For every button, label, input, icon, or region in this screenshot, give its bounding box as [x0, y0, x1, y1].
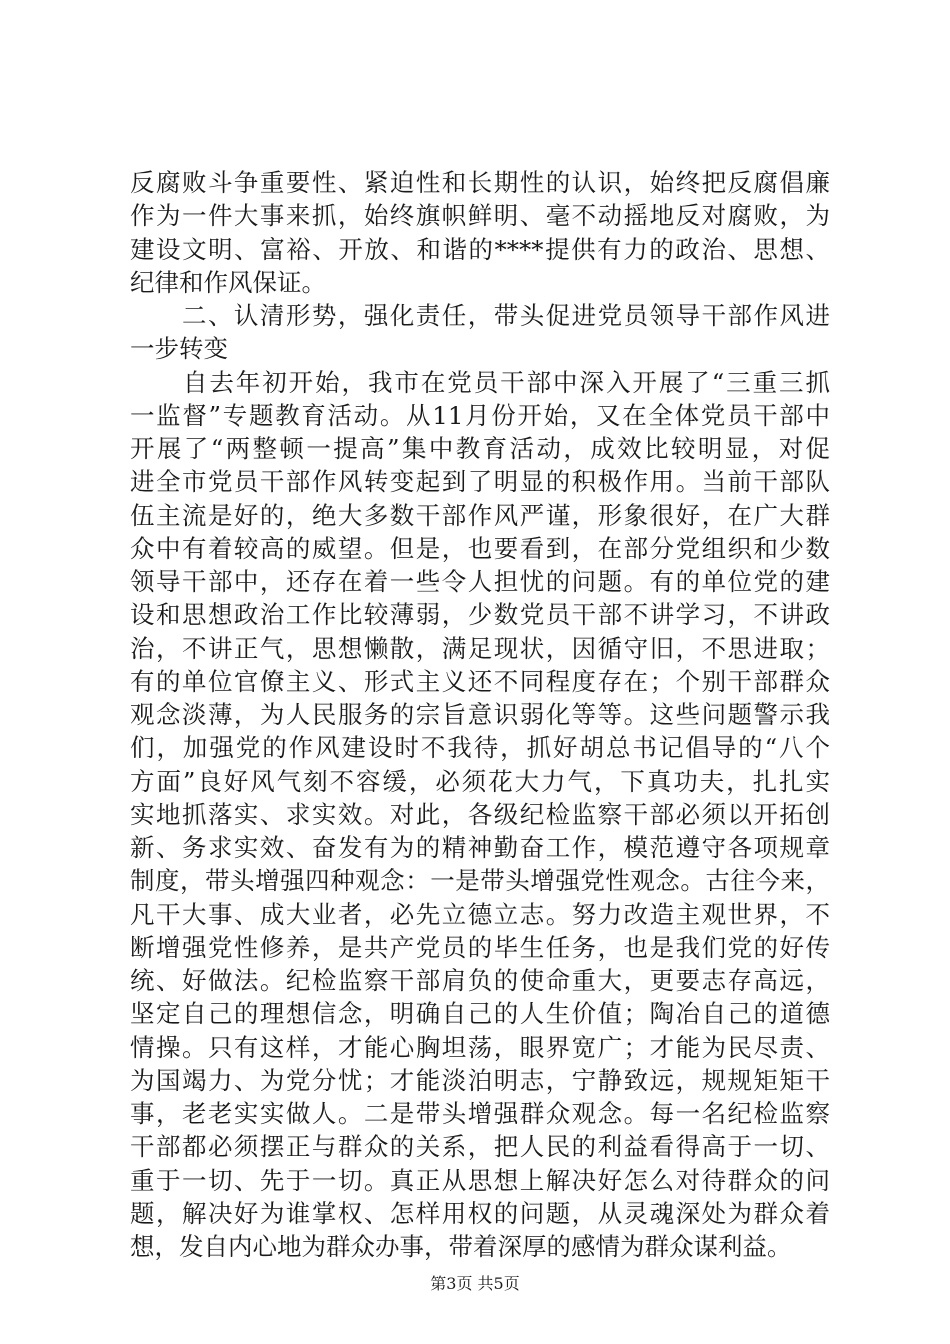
text-line: 自去年初开始，我市在党员干部中深入开展了“三重三抓 [130, 367, 830, 397]
text-line: 制度，带头增强四种观念：一是带头增强党性观念。古往今来， [130, 866, 830, 896]
text-line: 众中有着较高的威望。但是，也要看到，在部分党组织和少数 [130, 533, 830, 563]
text-line: 有的单位官僚主义、形式主义还不同程度存在；个别干部群众 [130, 666, 830, 696]
text-line: 新、务求实效、奋发有为的精神勤奋工作，模范遵守各项规章 [130, 833, 830, 862]
text-line: 断增强党性修养，是共产党员的毕生任务，也是我们党的好传 [130, 932, 830, 962]
text-line: 反腐败斗争重要性、紧迫性和长期性的认识，始终把反腐倡廉 [130, 168, 830, 197]
text-line: 进全市党员干部作风转变起到了明显的积极作用。当前干部队 [130, 467, 830, 497]
section-heading: 二、认清形势，强化责任，带头促进党员领导干部作风进 [130, 301, 830, 330]
text-line: 情操。只有这样，才能心胸坦荡，眼界宽广；才能为民尽责、 [130, 1032, 830, 1062]
text-line: 建设文明、富裕、开放、和谐的****提供有力的政治、思想、 [130, 234, 830, 264]
text-line: 实地抓落实、求实效。对此，各级纪检监察干部必须以开拓创 [130, 799, 830, 829]
text-line: 凡干大事、成大业者，必先立德立志。努力改造主观世界，不 [130, 899, 830, 929]
text-line: 作为一件大事来抓，始终旗帜鲜明、毫不动摇地反对腐败，为 [130, 201, 830, 231]
section-heading-cont: 一步转变 [130, 334, 228, 364]
text-line: 想，发自内心地为群众办事，带着深厚的感情为群众谋利益。 [130, 1232, 792, 1261]
text-line: 们，加强党的作风建设时不我待，抓好胡总书记倡导的“八个 [130, 733, 830, 763]
text-line: 领导干部中，还存在着一些令人担忧的问题。有的单位党的建 [130, 567, 830, 596]
text-line: 治，不讲正气，思想懒散，满足现状，因循守旧，不思进取； [130, 633, 830, 663]
text-line: 开展了“两整顿一提高”集中教育活动，成效比较明显，对促 [130, 434, 830, 463]
text-line: 为国竭力、为党分忧；才能淡泊明志，宁静致远，规规矩矩干 [130, 1065, 830, 1095]
text-line: 一监督”专题教育活动。从11月份开始，又在全体党员干部中 [130, 400, 830, 430]
text-line: 重于一切、先于一切。真正从思想上解决好怎么对待群众的问 [130, 1165, 830, 1195]
text-line: 坚定自己的理想信念，明确自己的人生价值；陶冶自己的道德 [130, 999, 830, 1029]
page-footer: 第3页 共5页 [430, 1274, 520, 1293]
text-line: 纪律和作风保证。 [130, 267, 326, 297]
text-line: 方面”良好风气刻不容缓，必须花大力气，下真功夫，扎扎实 [130, 766, 830, 796]
text-line: 事，老老实实做人。二是带头增强群众观念。每一名纪检监察 [130, 1099, 830, 1128]
text-line: 干部都必须摆正与群众的关系，把人民的利益看得高于一切、 [130, 1132, 830, 1162]
text-line: 设和思想政治工作比较薄弱，少数党员干部不讲学习，不讲政 [130, 600, 830, 630]
text-line: 伍主流是好的，绝大多数干部作风严谨，形象很好，在广大群 [130, 500, 830, 530]
text-line: 统、好做法。纪检监察干部肩负的使命重大，更要志存高远， [130, 966, 830, 995]
text-line: 观念淡薄，为人民服务的宗旨意识弱化等等。这些问题警示我 [130, 700, 830, 729]
text-line: 题，解决好为谁掌权、怎样用权的问题，从灵魂深处为群众着 [130, 1198, 830, 1228]
